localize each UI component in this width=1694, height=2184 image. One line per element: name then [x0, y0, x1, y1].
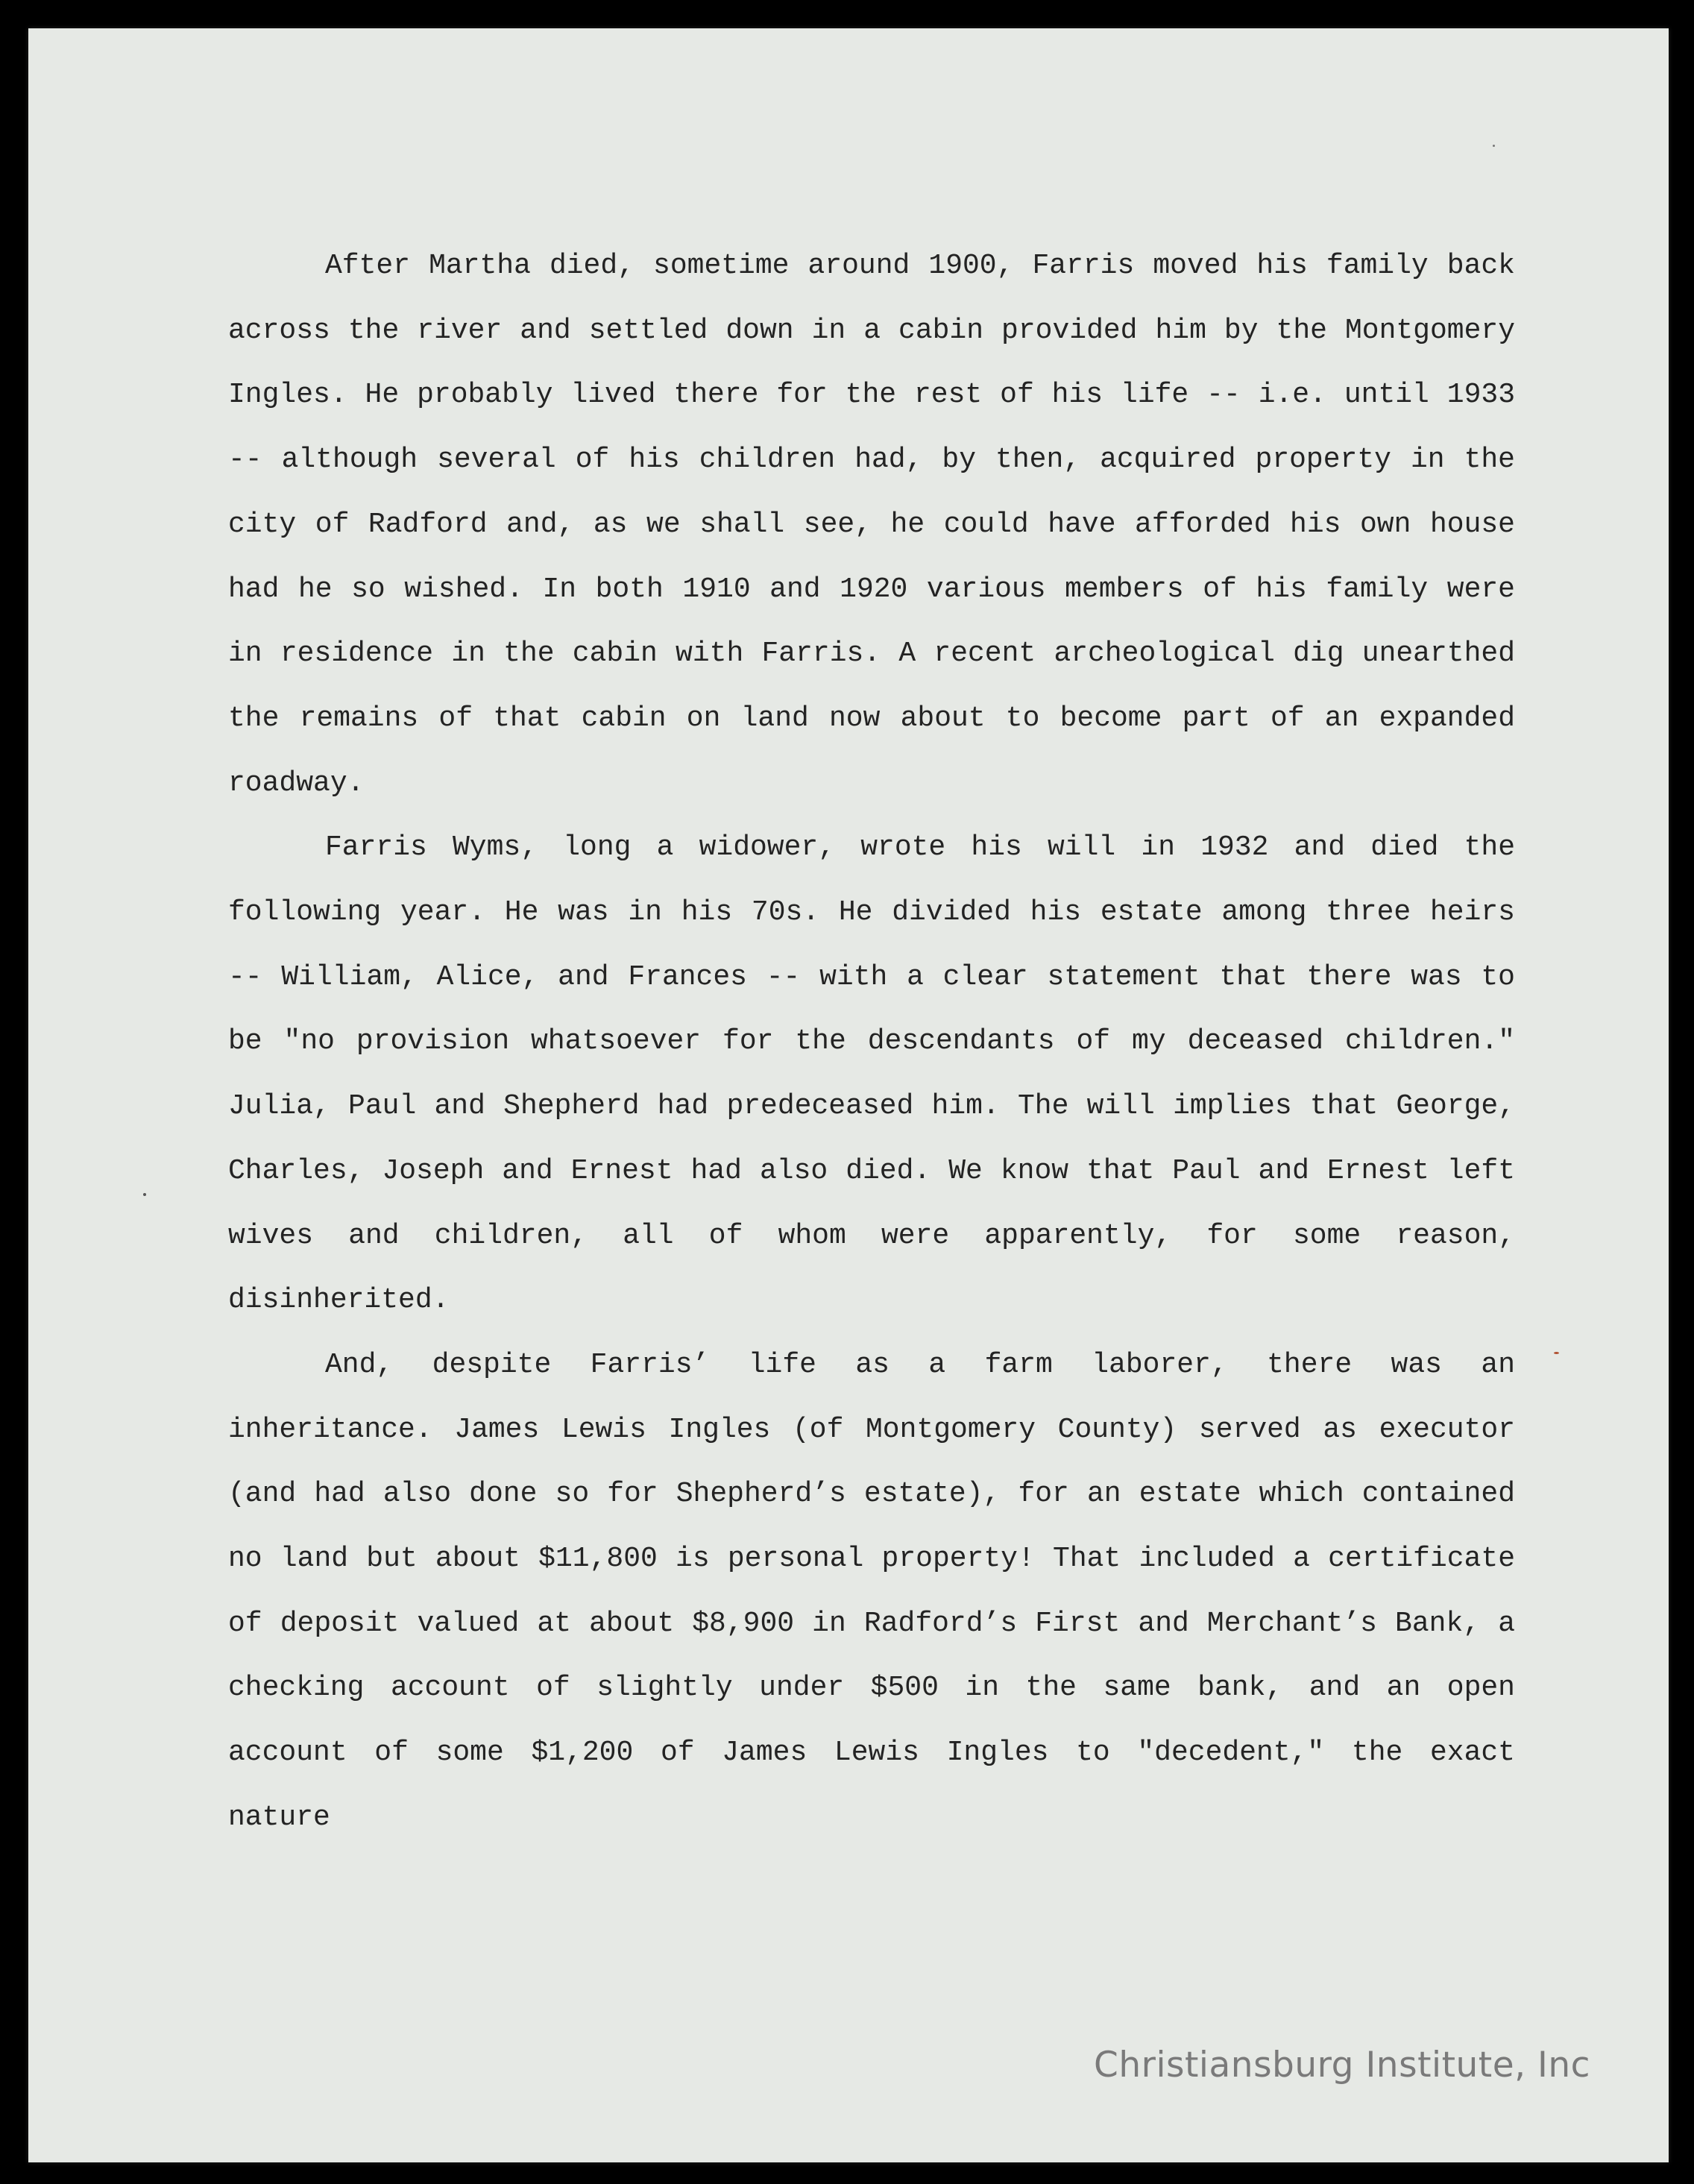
watermark: Christiansburg Institute, Inc [1094, 2045, 1590, 2086]
paragraph-1: After Martha died, sometime around 1900, Farris moved his family back across the river and settled down in a cabin provided him by the Montgomery Ingles. He probably lived there for the rest of his life -- i.e. until 1933 -- although several of his children had, by then, acquired property in the city of Radford and, as we shall see, he could have afforded his own house had he so wished. In both 1910 and 1920 various members of his family were in residence in the cabin with Farris. A recent archeological dig unearthed the remains of that cabin on land now about to become part of an expanded roadway. [228, 250, 1515, 799]
document-body [228, 234, 1515, 1851]
paper-speck [1493, 145, 1495, 147]
paper-speck [1554, 1352, 1559, 1354]
paragraph-3: And, despite Farris’ life as a farm laborer, there was an inheritance. James Lewis Ingles (of Montgomery County) served as executor (and had also done so for Shepherd’s estate), for an estate which contained no land but about $11,800 is personal property! That included a certificate of deposit valued at about $8,900 in Radford’s First and Merchant’s Bank, a checking account of slightly under $500 in the same bank, and an open account of some $1,200 of James Lewis Ingles to "decedent," the exact nature [228, 1348, 1515, 1834]
paper-speck [143, 1193, 146, 1196]
paragraph-2: Farris Wyms, long a widower, wrote his will in 1932 and died the following year. He was in his 70s. He divided his estate among three heirs -- William, Alice, and Frances -- with a clear statement that there was to be "no provision whatsoever for the descendants of my deceased children." Julia, Paul and Shepherd had predeceased him. The will implies that George, Charles, Joseph and Ernest had also died. We know that Paul and Ernest left wives and children, all of whom were apparently, for some reason, disinherited. [228, 831, 1515, 1317]
document-page [28, 28, 1669, 2162]
